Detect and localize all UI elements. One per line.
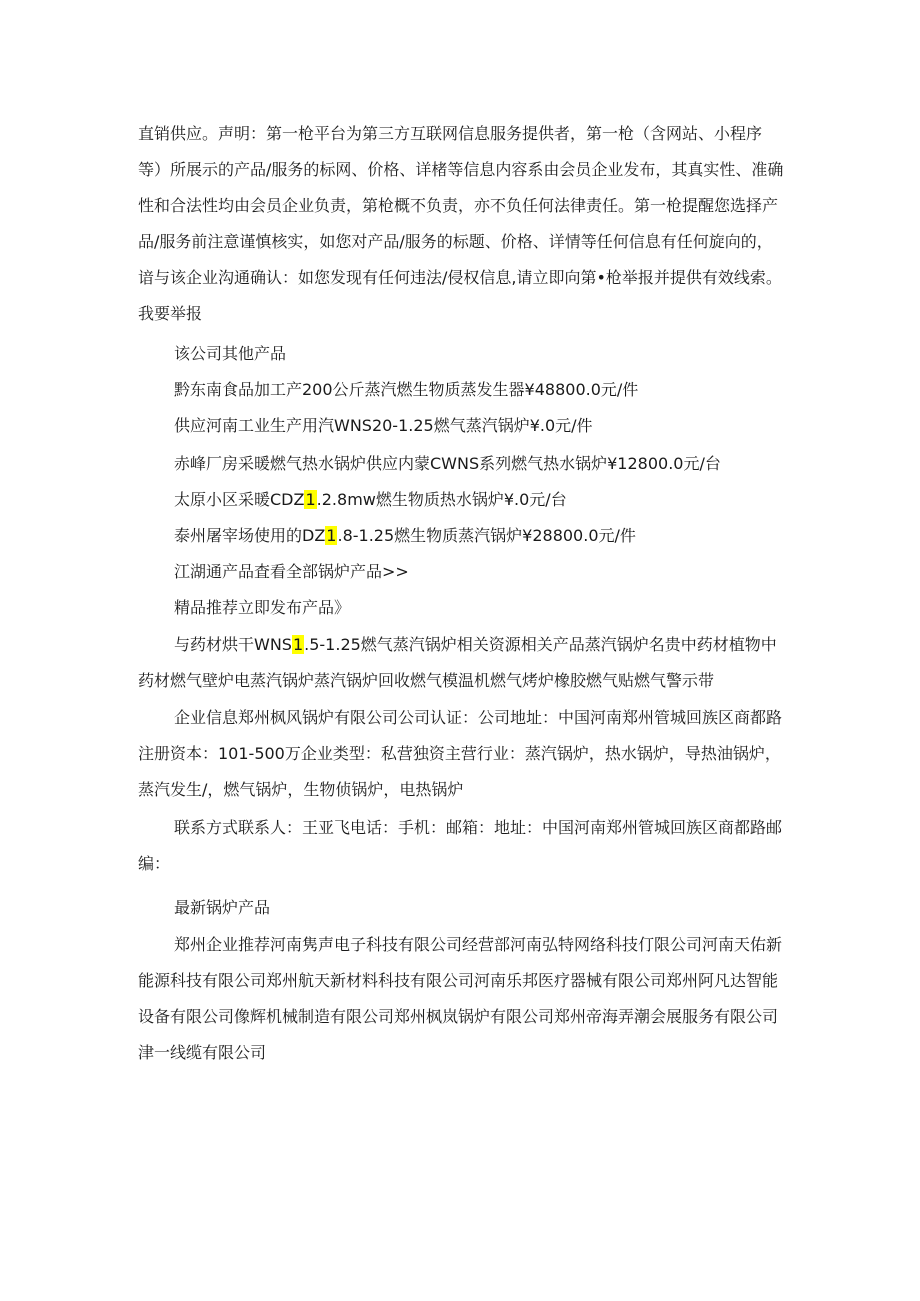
latest-companies-text: 郑州企业推荐河南隽声电子科技有限公司经营部河南弘特网络科技仃限公司河南天佑新能源科技有限公司郑州航天新材料科技有限公司河南乐邦医疗器械有限公司郑州阿凡达智能设备有限公司像辉机械制造有限公司郑州枫岚锅炉有限公司郑州帝海弄潮会展服务有限公司津一线缆有限公司 [138, 935, 783, 1062]
product-text: 黔东南食品加工产200公斤蒸汽燃生物质蒸发生器¥48800.0元/件 [174, 380, 639, 399]
related-text-pre: 与药材烘干WNS [174, 635, 292, 654]
view-all-products: 江湖通产品査看全部锅炉产品>> [174, 562, 409, 581]
highlight-mark: 1 [292, 635, 304, 654]
highlight-mark: 1 [326, 526, 337, 545]
product-item [174, 482, 567, 518]
highlight-mark: 1 [305, 490, 316, 509]
company-info-text: 企业信息郑州枫风锅炉有限公司公司认证：公司地址：中国河南郑州管城回族区商都路注册资本：101-500万企业类型：私营独资主营行业：蒸汽锅炉，热水锅炉，导热油锅炉，蒸汽发生/，燃气锅炉，生物侦锅炉，电热锅炉 [138, 708, 783, 799]
product-item [174, 408, 593, 444]
product-item [174, 446, 721, 482]
contact-paragraph [138, 810, 784, 882]
product-text: 供应河南工业生产用汽WNS20-1.25燃气蒸汽锅炉¥.0元/件 [174, 416, 593, 435]
product-text: 赤峰厂房采暖燃气热水锅炉供应内蒙CWNS系列燃气热水锅炉¥12800.0元/台 [174, 454, 721, 473]
latest-products-heading: 最新锅炉产品 [174, 898, 271, 917]
contact-text: 联系方式联系人：王亚飞电话：手机：邮箱：地址：中国河南郑州管城回族区商都路邮编： [138, 818, 783, 873]
product-item [174, 372, 638, 408]
product-text-post: .8-1.25燃生物质蒸汽锅炉¥28800.0元/件 [337, 526, 636, 545]
product-text-pre: 泰州屠宰场使用的DZ [174, 526, 326, 545]
product-item [174, 518, 636, 554]
disclaimer-text: 直销供应。声明：第一枪平台为第三方互联网信息服务提供者，第一枪（含网站、小程序等）所展示的产品/服务的标网、价格、详楮等信息内容系由会员企业发布，其真实性、准确性和合法性均由会员企业负责，第枪概不负责，亦不负任何法律责任。第一枪提醒您选择产品/服务前注意谨慎核实，如您对产品/服务的标题、价格、详情等任何信息有任何旋向的，谙与该企业沟通确认：如您发现有任何违法/侵权信息,请立即向第•枪举报并提供有效线索。我要举报 [138, 124, 784, 323]
latest-companies-paragraph [138, 927, 784, 1071]
company-info-paragraph [138, 700, 784, 808]
related-text-post: .5-1.25燃气蒸汽锅炉相关资源相关产品蒸汽锅炉名贵中药材植物中药材燃气壁炉电蒸汽锅炉蒸汽锅炉回收燃气模温机燃气烤炉橡胶燃气贴燃气警示带 [138, 635, 777, 690]
related-paragraph [138, 627, 784, 699]
other-products-heading: 该公司其他产品 [174, 344, 287, 363]
recommend-line: 精品推荐立即发布产品》 [174, 598, 351, 617]
product-text-post: .2.8mw燃生物质热水锅炉¥.0元/台 [316, 490, 567, 509]
disclaimer-paragraph [138, 116, 784, 332]
product-text-pre: 太原小区采暖CDZ [174, 490, 305, 509]
